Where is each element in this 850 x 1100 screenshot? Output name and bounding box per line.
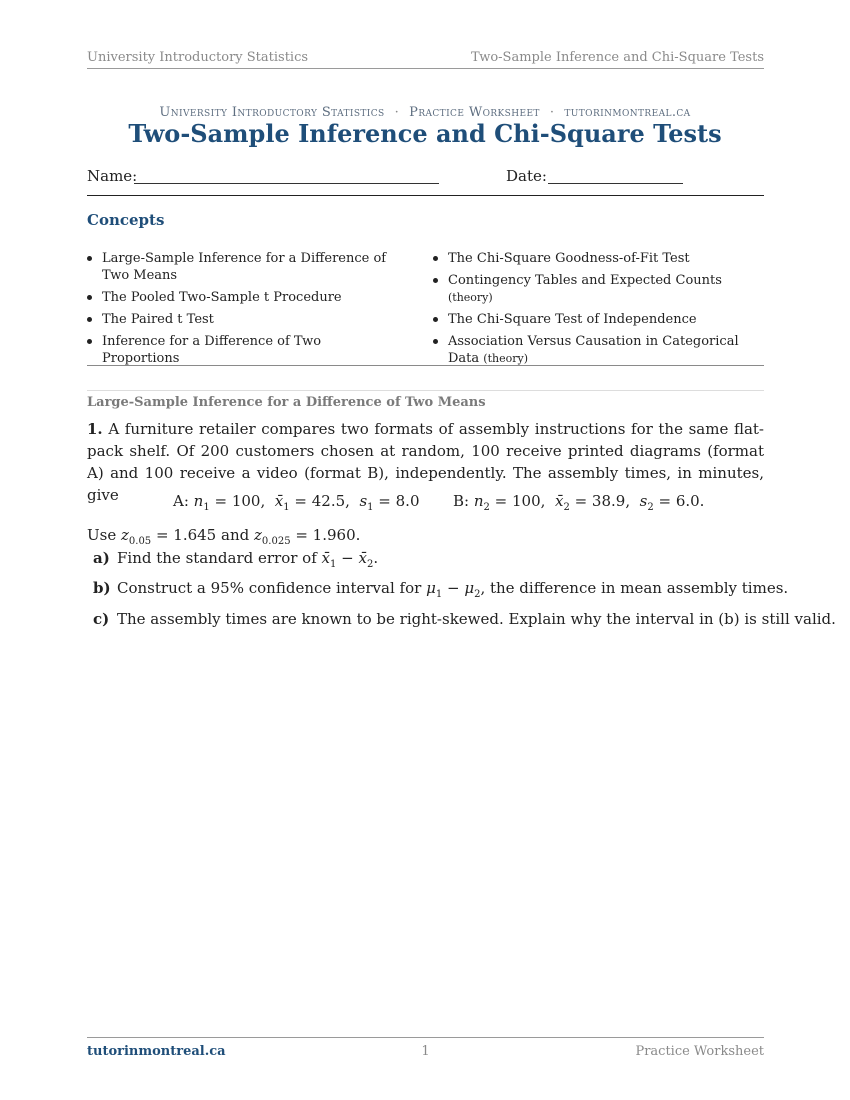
problem-text: A furniture retailer compares two formats of assembly instructions for the same flat-pack shelf. Of 200 customers chosen at random, 100 receive printed diagrams (format A) and 100 receive a video (format B), independently. The assembly times, in minutes, give — [87, 420, 764, 504]
part-c: c) The assembly times are known to be right-skewed. Explain why the interval in (b) is still valid. — [93, 610, 836, 628]
divider — [87, 390, 764, 391]
page-number: 1 — [421, 1044, 430, 1059]
kicker-separator: · — [549, 105, 555, 120]
kicker-separator: · — [394, 105, 400, 120]
concepts-list-right — [433, 250, 763, 372]
header-right: Two-Sample Inference and Chi-Square Tests — [470, 50, 764, 65]
concept-item: Contingency Tables and Expected Counts (theory) — [433, 272, 763, 306]
concept-item: Association Versus Causation in Categorical Data (theory) — [433, 333, 763, 367]
header-left: University Introductory Statistics — [87, 50, 309, 65]
page-title: Two-Sample Inference and Chi-Square Tests — [128, 119, 722, 148]
name-label: Name: — [87, 167, 138, 185]
section-heading: Large-Sample Inference for a Difference of Two Means — [87, 395, 486, 410]
kicker-type: Practice Worksheet — [409, 105, 540, 120]
concept-item: Large-Sample Inference for a Difference of Two Means — [87, 250, 392, 284]
running-header — [87, 50, 764, 69]
theory-tag: (theory) — [483, 352, 528, 365]
date-label: Date: — [506, 167, 547, 185]
part-label: b) — [93, 579, 111, 597]
part-label: c) — [93, 610, 110, 628]
kicker-site: tutorinmontreal.ca — [564, 105, 691, 120]
critical-values-line: Use $z_{0.05} = 1.645$ and $z_{0.025} = 1.960$. — [87, 526, 361, 547]
part-b: b) Construct a 95% confidence interval for $\mu_1 - \mu_2$, the difference in mean assembly times. — [93, 579, 789, 600]
divider — [87, 365, 764, 366]
part-a: a) Find the standard error of $x̄_1$ − $x̄_2$. — [93, 549, 379, 570]
concept-item: The Chi-Square Goodness-of-Fit Test — [433, 250, 763, 267]
concepts-list-left — [87, 250, 392, 372]
concept-item: The Chi-Square Test of Independence — [433, 311, 763, 328]
theory-tag: (theory) — [448, 291, 493, 304]
footer-type: Practice Worksheet — [635, 1044, 764, 1059]
name-field[interactable] — [134, 183, 439, 184]
date-field[interactable] — [548, 183, 683, 184]
concept-item: The Paired t Test — [87, 311, 392, 328]
concepts-heading: Concepts — [87, 211, 165, 229]
stats-format-b: B: $n_2 = 100$, $x̄_2 = 38.9$, $s_2 = 6.0$. — [453, 492, 705, 513]
problem-number: 1. — [87, 420, 103, 438]
title-kicker — [0, 105, 850, 120]
concept-item: Inference for a Difference of Two Proportions — [87, 333, 392, 367]
concept-item: The Pooled Two-Sample t Procedure — [87, 289, 392, 306]
kicker-course: University Introductory Statistics — [159, 105, 385, 120]
part-label: a) — [93, 549, 110, 567]
footer-site: tutorinmontreal.ca — [87, 1044, 226, 1059]
name-date-row — [87, 165, 764, 196]
stats-format-a: A: $n_1 = 100$, $x̄_1 = 42.5$, $s_1 = 8.0$ — [173, 492, 420, 513]
running-footer — [87, 1037, 764, 1060]
